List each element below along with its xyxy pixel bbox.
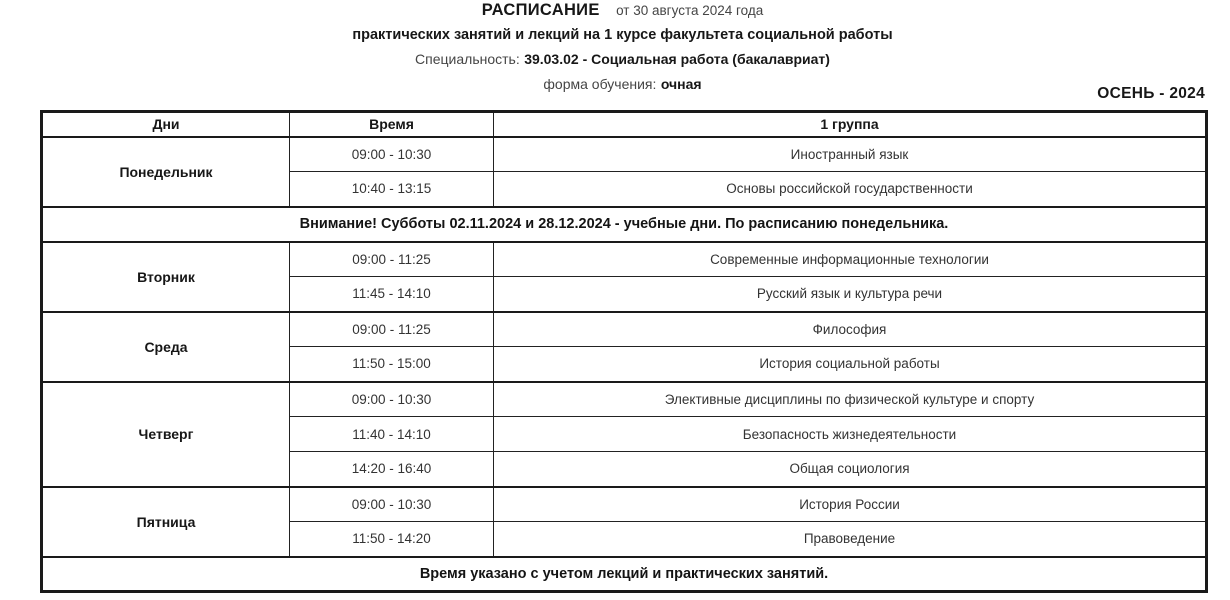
time-cell: 09:00 - 10:30 — [290, 382, 494, 417]
day-cell-wednesday: Среда — [42, 312, 290, 382]
time-cell: 11:40 - 14:10 — [290, 417, 494, 452]
subject-cell: Безопасность жизнедеятельности — [494, 417, 1207, 452]
day-cell-friday: Пятница — [42, 487, 290, 557]
subject-cell: Элективные дисциплины по физической культуре и спорту — [494, 382, 1207, 417]
column-header-group: 1 группа — [494, 112, 1207, 137]
saturday-notice: Внимание! Субботы 02.11.2024 и 28.12.2024 - учебные дни. По расписанию понедельника. — [42, 207, 1207, 242]
time-cell: 09:00 - 11:25 — [290, 242, 494, 277]
study-form-value: очная — [660, 76, 702, 92]
table-row — [42, 137, 1207, 172]
time-cell: 11:45 - 14:10 — [290, 277, 494, 312]
subtitle: практических занятий и лекций на 1 курсе факультета социальной работы — [352, 27, 893, 43]
table-row — [42, 242, 1207, 277]
speciality-line — [40, 52, 1205, 68]
subject-cell: Правоведение — [494, 522, 1207, 557]
time-cell: 09:00 - 10:30 — [290, 137, 494, 172]
title-line — [40, 2, 1205, 19]
subject-cell: История России — [494, 487, 1207, 522]
date-note: от 30 августа 2024 года — [616, 3, 764, 18]
subject-cell: Философия — [494, 312, 1207, 347]
column-header-time: Время — [290, 112, 494, 137]
table-row — [42, 487, 1207, 522]
notice-row — [42, 207, 1207, 242]
schedule-table — [40, 110, 1208, 593]
day-cell-monday: Понедельник — [42, 137, 290, 207]
subject-cell: Иностранный язык — [494, 137, 1207, 172]
time-cell: 09:00 - 11:25 — [290, 312, 494, 347]
day-cell-tuesday: Вторник — [42, 242, 290, 312]
time-cell: 10:40 - 13:15 — [290, 172, 494, 207]
study-form-label: форма обучения: — [543, 76, 657, 92]
subject-cell: Современные информационные технологии — [494, 242, 1207, 277]
time-cell: 11:50 - 14:20 — [290, 522, 494, 557]
time-cell: 09:00 - 10:30 — [290, 487, 494, 522]
subject-cell: Общая социология — [494, 452, 1207, 487]
day-cell-thursday: Четверг — [42, 382, 290, 487]
document-header — [40, 2, 1205, 100]
speciality-value: 39.03.02 - Социальная работа (бакалавриат) — [524, 51, 830, 67]
time-cell: 11:50 - 15:00 — [290, 347, 494, 382]
table-row — [42, 382, 1207, 417]
time-cell: 14:20 - 16:40 — [290, 452, 494, 487]
subject-cell: Основы российской государственности — [494, 172, 1207, 207]
footer-row — [42, 557, 1207, 592]
study-form-line — [40, 77, 1205, 93]
season-label: ОСЕНЬ - 2024 — [1097, 85, 1205, 102]
subject-cell: Русский язык и культура речи — [494, 277, 1207, 312]
column-header-days: Дни — [42, 112, 290, 137]
footer-note: Время указано с учетом лекций и практических занятий. — [42, 557, 1207, 592]
subject-cell: История социальной работы — [494, 347, 1207, 382]
speciality-label: Специальность: — [415, 51, 520, 67]
table-row — [42, 312, 1207, 347]
header-row — [42, 112, 1207, 137]
page-title: РАСПИСАНИЕ — [481, 1, 600, 19]
subtitle-line — [40, 27, 1205, 43]
